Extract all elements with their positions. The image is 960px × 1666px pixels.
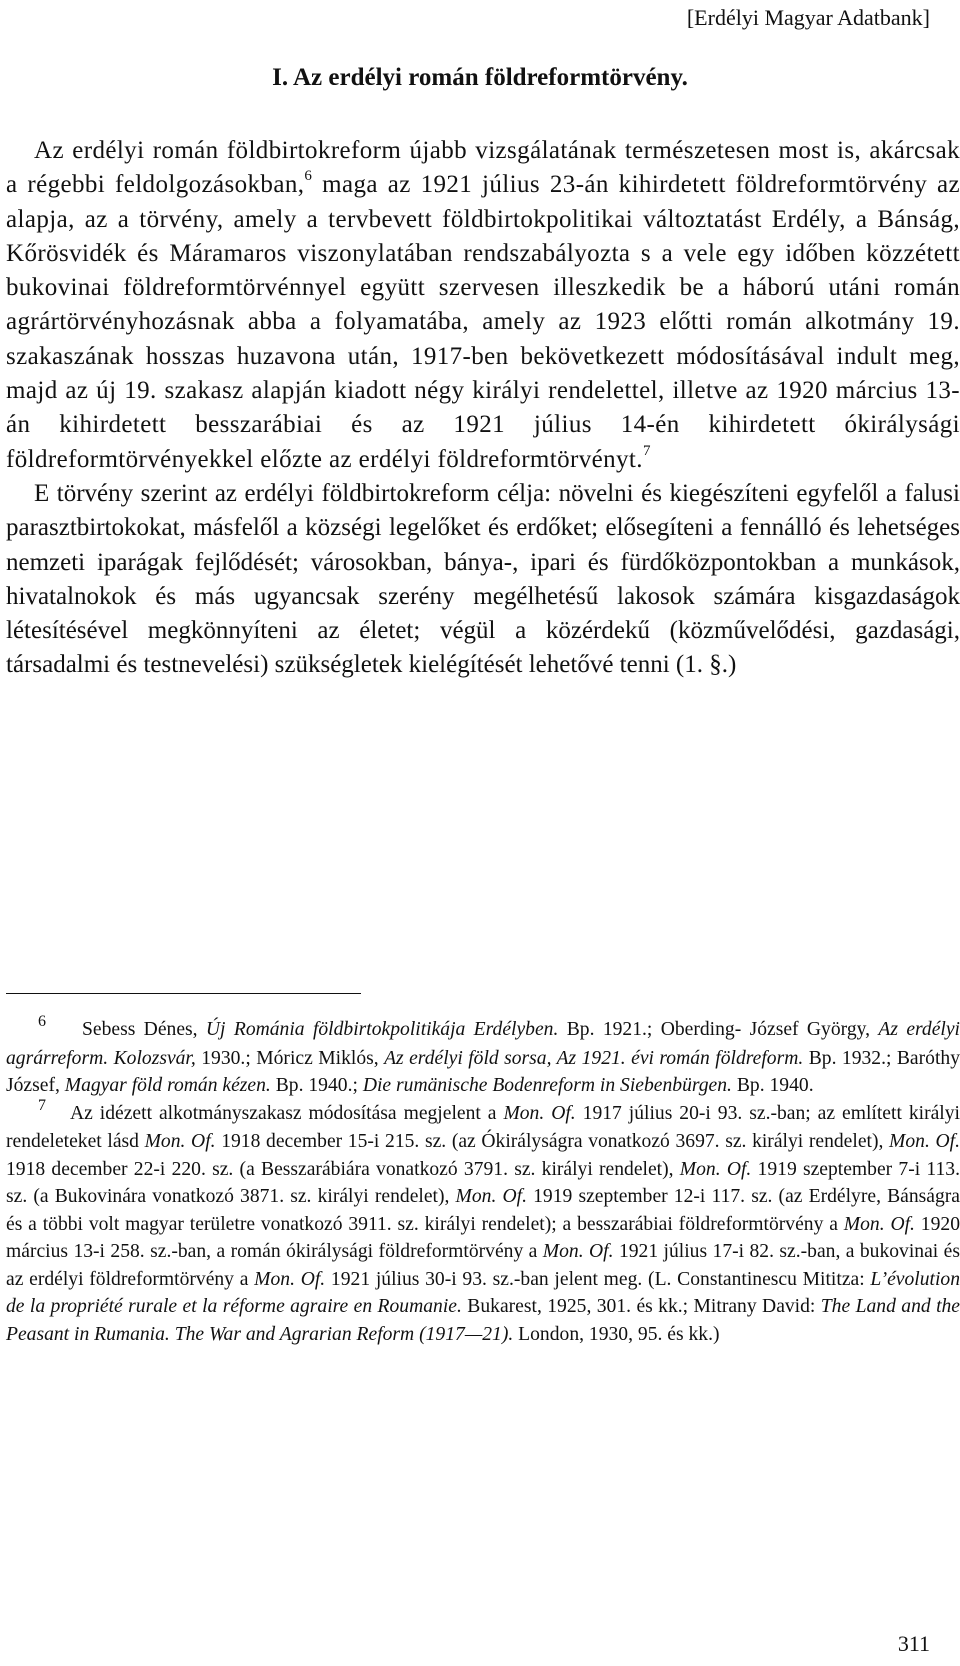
footnote-7: $^7$ Az idézett alkotmányszakasz módosítása megjelent a Mon. Of. 1917 július 20-i 93. sz.-ban; az említett királyi rendeleteket lásd Mon. Of. 1918 december 15-i 215. sz. (az Ókirályságra vonatkozó 3697. sz. királyi rendelet), Mon. Of. 1918 december 22-i 220. sz. (a Besszarábiára vonatkozó 3791. sz. királyi rendelet), Mon. Of. 1919 szeptember 7-i 113. sz. (a Bukovinára vonatkozó 3871. sz. királyi rendelet), Mon. Of. 1919 szeptember 12-i 117. sz. (az Erdélyre, Bánságra és a többi volt magyar területre vonatkozó 3911. sz. királyi rendelet); a besszarábiai földreformtörvény a Mon. Of. 1920 március 13-i 258. sz.-ban, a román ókirálysági földreformtörvény a Mon. Of. 1921 július 17-i 82. sz.-ban, a bukovinai és az erdélyi földreformtörvény a Mon. Of. 1921 július 30-i 93. sz.-ban jelent meg. (L. Constantinescu Mititza: L’évolution de la propriété rurale et la réforme agraire en Roumanie. Bukarest, 1925, 301. és kk.; Mitrany David: The Land and the Peasant in Rumania. The War and Agrarian Reform (1917—21). London, 1930, 95. és kk.) bbox=[6, 1096, 960, 1345]
footnote-divider bbox=[6, 993, 361, 994]
footnote-6: $^6$ Sebess Dénes, Új Románia földbirtokpolitikája Erdélyben. Bp. 1921.; Oberding- József György, Az erdélyi agrárreform. Kolozsvár, 1930.; Móricz Miklós, Az erdélyi föld sorsa, Az 1921. évi román földreform. Bp. 1932.; Baróthy József, Magyar föld román kézen. Bp. 1940.; Die rumänische Bodenreform in Siebenbürgen. Bp. 1940. bbox=[6, 1013, 960, 1096]
section-title: I. Az erdélyi román földreformtörvény. bbox=[272, 64, 688, 91]
footnote-number: 7 bbox=[38, 1096, 46, 1114]
footnote-ref-7: 7 bbox=[642, 442, 651, 459]
main-text bbox=[6, 134, 960, 683]
footnote-number: 6 bbox=[38, 1013, 46, 1030]
page-number: 311 bbox=[897, 1631, 930, 1656]
paragraph-1: Az erdélyi román földbirtokreform újabb vizsgálatának természetesen most is, akárcsak a régebbi feldolgozásokban,$^6$ maga az 1921 július 23-án kihirdetett földreformtörvény az alapja, az a törvény, amely a tervbevett földbirtokpolitikai változtatást Erdély, a Bánság, Kőrösvidék és Máramaros viszonylatában rendszabályozta s a vele egy időben közzétett bukovinai földreformtörvénnyel együtt szervesen illeszkedik be a háború utáni román agrártörvényhozásnak abba a folyamatába, amely az 1923 előtti román alkotmány 19. szakaszának hosszas huzavona után, 1917-ben bekövetkezett módosításával indult meg, majd az új 19. szakasz alapján kiadott négy királyi rendelettel, illetve az 1920 március 13-án kihirdetett besszarábiai és az 1921 július 14-én kihirdetett ókirálysági földreformtörvényekkel előzte az erdélyi földreformtörvényt.$^7$ bbox=[6, 137, 960, 473]
paragraph-2: E törvény szerint az erdélyi földbirtokreform célja: növelni és kiegészíteni egyfelől a falusi parasztbirtokokat, másfelől a községi legelőket és erdőket; elősegíteni a fennálló és lehetséges nemzeti iparágak fejlődését; városokban, bánya-, ipari és fürdőközpontokban a munkások, hivatalnokok és más ugyancsak szerény megélhetésű lakosok számára kisgazdaságok létesítésével megkönnyíteni az életet; végül a közérdekű (közművelődési, gazdasági, társadalmi és testnevelési) szükségletek kielégítését lehetővé tenni (1. §.) bbox=[6, 479, 960, 679]
footnotes bbox=[6, 1013, 960, 1348]
footnote-ref-6: 6 bbox=[304, 168, 313, 185]
site-header: [Erdélyi Magyar Adatbank] bbox=[686, 5, 930, 30]
